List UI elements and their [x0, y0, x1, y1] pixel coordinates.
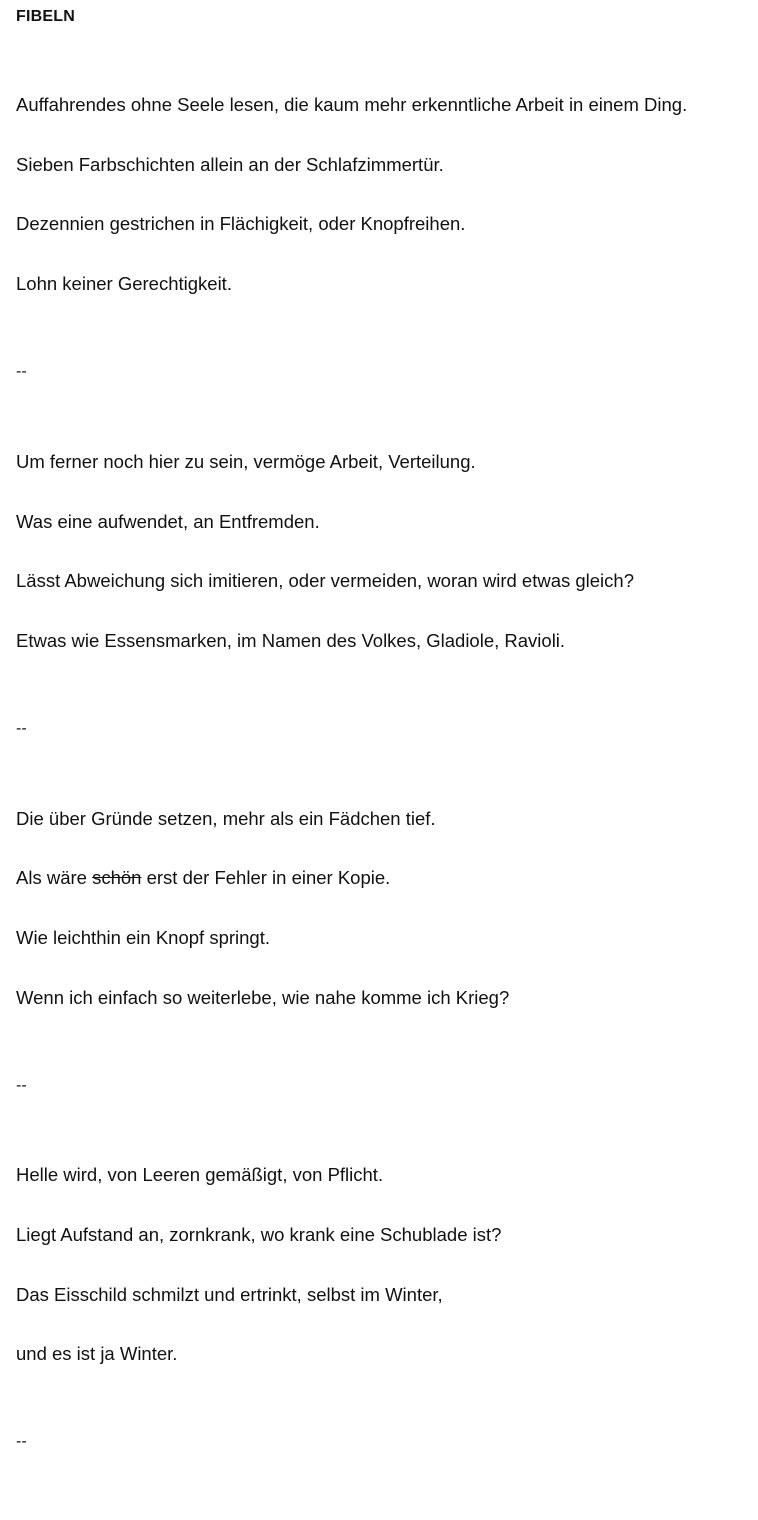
stanza-separator: -- — [16, 1077, 27, 1094]
poem-line: Liegt Aufstand an, zornkrank, wo krank eine Schublade ist? — [16, 1224, 502, 1245]
poem-line: Auffahrendes ohne Seele lesen, die kaum mehr erkenntliche Arbeit in einem Ding. — [16, 94, 688, 115]
line-suffix: erst der Fehler in einer Kopie. — [141, 867, 391, 888]
poem-line: Wie leichthin ein Knopf springt. — [16, 927, 270, 948]
line-prefix: Als wäre — [16, 867, 93, 888]
struck-word: schön — [92, 867, 142, 888]
poem-title: FIBELN — [16, 8, 75, 25]
poem-line: Die über Gründe setzen, mehr als ein Fädchen tief. — [16, 808, 436, 829]
poem-line-with-strikethrough — [16, 866, 390, 890]
stanza-separator: -- — [16, 363, 27, 380]
stanza-separator: -- — [16, 720, 27, 737]
poem-line: Um ferner noch hier zu sein, vermöge Arbeit, Verteilung. — [16, 451, 476, 472]
poem-line: Etwas wie Essensmarken, im Namen des Volkes, Gladiole, Ravioli. — [16, 630, 566, 651]
poem-line: Dezennien gestrichen in Flächigkeit, oder Knopfreihen. — [16, 213, 466, 234]
poem-line: Sieben Farbschichten allein an der Schlafzimmertür. — [16, 154, 444, 175]
poem-line: Lohn keiner Gerechtigkeit. — [16, 273, 232, 294]
poem-line: Was eine aufwendet, an Entfremden. — [16, 511, 320, 532]
poem-line: Helle wird, von Leeren gemäßigt, von Pflicht. — [16, 1164, 384, 1185]
stanza-separator: -- — [16, 1433, 27, 1450]
poem-line: Das Eisschild schmilzt und ertrinkt, selbst im Winter, — [16, 1284, 443, 1305]
poem-line: Lässt Abweichung sich imitieren, oder vermeiden, woran wird etwas gleich? — [16, 570, 634, 591]
poem-line: Wenn ich einfach so weiterlebe, wie nahe komme ich Krieg? — [16, 987, 510, 1008]
poem-line: und es ist ja Winter. — [16, 1343, 178, 1364]
